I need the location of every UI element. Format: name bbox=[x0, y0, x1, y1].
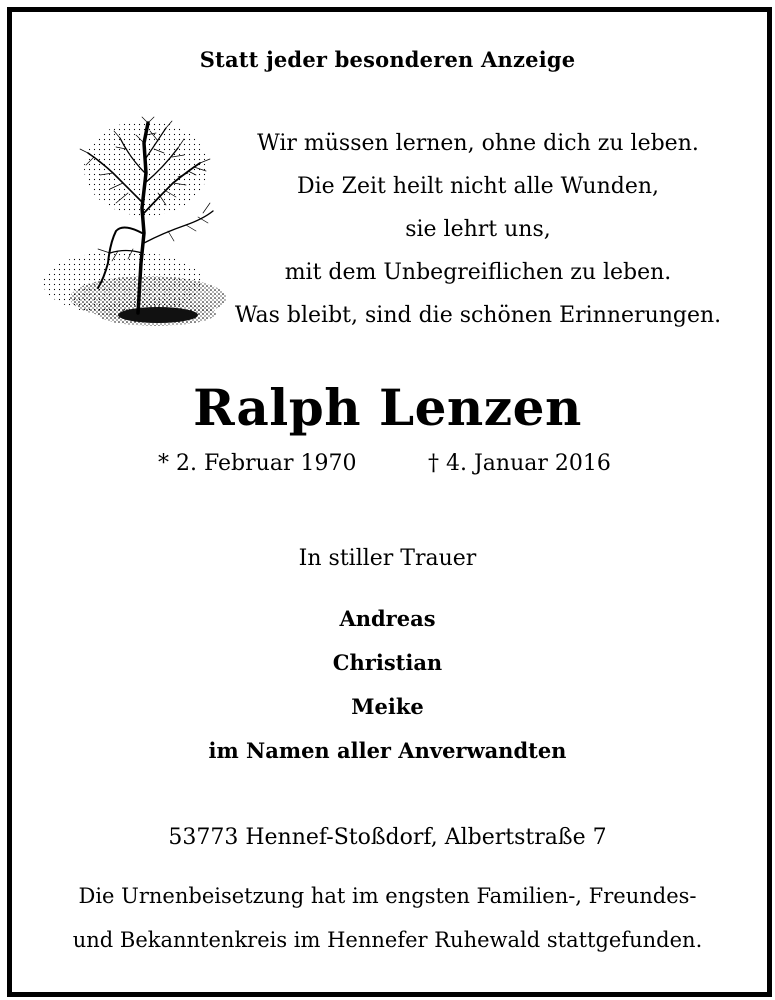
poem-line: Wir müssen lernen, ohne dich zu leben. bbox=[257, 131, 699, 156]
mourners-list bbox=[0, 597, 775, 773]
mourner-name: Meike bbox=[351, 694, 424, 719]
mourners-closing: im Namen aller Anverwandten bbox=[208, 738, 567, 763]
notice-line: und Bekanntenkreis im Hennefer Ruhewald stattgefunden. bbox=[72, 928, 703, 952]
death-date: † 4. Januar 2016 bbox=[428, 451, 611, 476]
poem-line: Die Zeit heilt nicht alle Wunden, bbox=[296, 174, 659, 199]
mourner-name: Andreas bbox=[339, 606, 436, 631]
poem-line: mit dem Unbegreiflichen zu leben. bbox=[284, 260, 672, 285]
family-address: 53773 Hennef-Stoßdorf, Albertstraße 7 bbox=[168, 825, 607, 850]
birth-date: * 2. Februar 1970 bbox=[158, 451, 357, 476]
burial-notice bbox=[0, 874, 775, 962]
tree-illustration bbox=[38, 113, 238, 343]
mourning-intro: In stiller Trauer bbox=[298, 546, 477, 571]
poem-line: Was bleibt, sind die schönen Erinnerungen. bbox=[234, 303, 722, 328]
notice-line: Die Urnenbeisetzung hat im engsten Familien-, Freundes- bbox=[78, 884, 697, 908]
deceased-name: Ralph Lenzen bbox=[193, 378, 582, 437]
poem-line: sie lehrt uns, bbox=[405, 217, 551, 242]
memorial-poem bbox=[228, 122, 728, 337]
mourner-name: Christian bbox=[332, 650, 443, 675]
ad-header: Statt jeder besonderen Anzeige bbox=[199, 47, 576, 72]
